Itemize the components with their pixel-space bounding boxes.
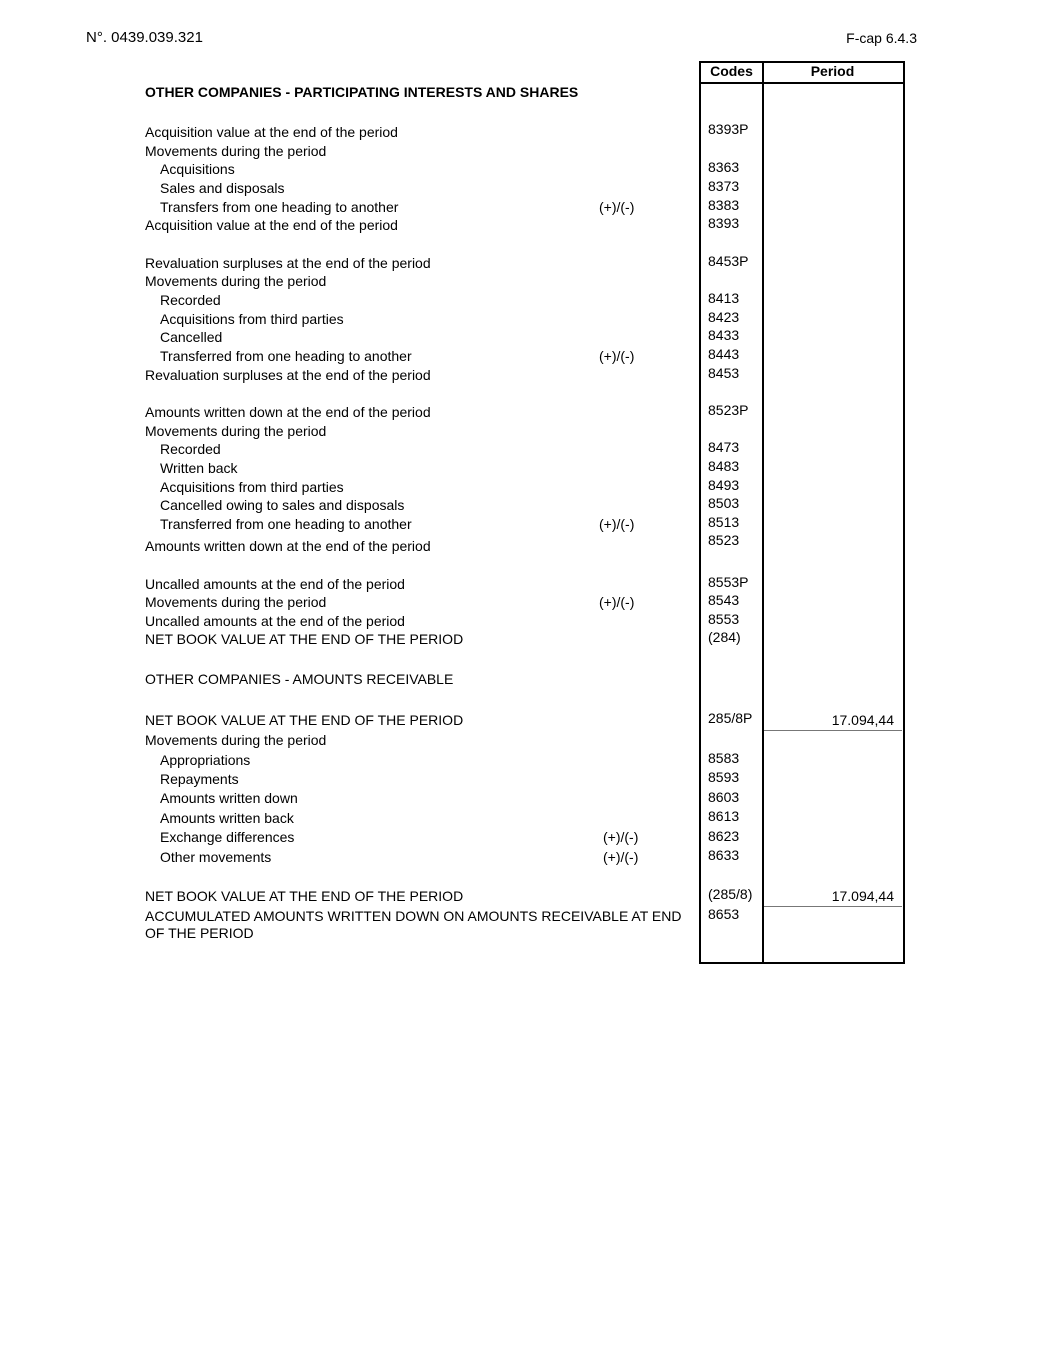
section-title-amounts-receivable: OTHER COMPANIES - AMOUNTS RECEIVABLE bbox=[145, 671, 454, 687]
row-code: 8453 bbox=[708, 365, 740, 381]
row-label: Amounts written down at the end of the period bbox=[145, 538, 431, 554]
row-label: Transfers from one heading to another bbox=[160, 199, 399, 215]
row-label: Recorded bbox=[160, 292, 221, 308]
column-divider bbox=[762, 61, 764, 962]
row-label: Exchange differences bbox=[160, 829, 295, 845]
row-label: Acquisitions from third parties bbox=[160, 479, 344, 495]
row-code: 285/8P bbox=[708, 710, 753, 726]
row-code: 8373 bbox=[708, 178, 740, 194]
row-code: 8383 bbox=[708, 197, 740, 213]
row-code: 8513 bbox=[708, 514, 740, 530]
row-label: Sales and disposals bbox=[160, 180, 285, 196]
row-label: Movements during the period bbox=[145, 273, 327, 289]
row-label: Transferred from one heading to another bbox=[160, 516, 412, 532]
row-label: Revaluation surpluses at the end of the period bbox=[145, 255, 431, 271]
row-code: 8593 bbox=[708, 769, 740, 785]
row-label: Acquisition value at the end of the period bbox=[145, 124, 398, 140]
row-sign: (+)/(-) bbox=[599, 516, 635, 532]
row-label: Acquisition value at the end of the period bbox=[145, 217, 398, 233]
row-code: 8653 bbox=[708, 906, 740, 922]
row-code: (284) bbox=[708, 629, 741, 645]
value-underline bbox=[764, 906, 902, 907]
row-label: Written back bbox=[160, 460, 238, 476]
row-label: Movements during the period bbox=[145, 423, 327, 439]
row-label: Other movements bbox=[160, 849, 272, 865]
row-code: 8413 bbox=[708, 290, 740, 306]
row-sign: (+)/(-) bbox=[599, 348, 635, 364]
row-code: 8543 bbox=[708, 592, 740, 608]
row-label: Acquisitions from third parties bbox=[160, 311, 344, 327]
row-label: Amounts written back bbox=[160, 810, 294, 826]
row-code: 8453P bbox=[708, 253, 749, 269]
row-code: 8613 bbox=[708, 808, 740, 824]
row-code: 8633 bbox=[708, 847, 740, 863]
row-code: 8493 bbox=[708, 477, 740, 493]
row-code: 8423 bbox=[708, 309, 740, 325]
row-label: Cancelled owing to sales and disposals bbox=[160, 497, 405, 513]
row-code: 8623 bbox=[708, 828, 740, 844]
row-code: (285/8) bbox=[708, 886, 753, 902]
row-label: Repayments bbox=[160, 771, 239, 787]
row-code: 8503 bbox=[708, 495, 740, 511]
row-code: 8483 bbox=[708, 458, 740, 474]
column-header-period: Period bbox=[810, 63, 855, 79]
row-code: 8433 bbox=[708, 327, 740, 343]
row-code: 8363 bbox=[708, 159, 740, 175]
row-code: 8393 bbox=[708, 215, 740, 231]
row-label: Uncalled amounts at the end of the period bbox=[145, 576, 405, 592]
form-reference: F-cap 6.4.3 bbox=[846, 30, 917, 46]
row-label: Transferred from one heading to another bbox=[160, 348, 412, 364]
company-number: N°. 0439.039.321 bbox=[86, 29, 203, 46]
row-value: 17.094,44 bbox=[831, 712, 894, 728]
row-label: NET BOOK VALUE AT THE END OF THE PERIOD bbox=[145, 888, 464, 904]
value-underline bbox=[764, 730, 902, 731]
header-divider bbox=[699, 82, 903, 84]
row-sign: (+)/(-) bbox=[599, 199, 635, 215]
row-sign: (+)/(-) bbox=[603, 849, 639, 865]
row-label: Revaluation surpluses at the end of the period bbox=[145, 367, 431, 383]
row-label: Amounts written down at the end of the period bbox=[145, 404, 431, 420]
section-title-participating-interests: OTHER COMPANIES - PARTICIPATING INTERESTS AND SHARES bbox=[145, 84, 579, 100]
row-code: 8523 bbox=[708, 532, 740, 548]
column-header-codes: Codes bbox=[710, 63, 753, 79]
row-label: Appropriations bbox=[160, 752, 251, 768]
row-label: Uncalled amounts at the end of the period bbox=[145, 613, 405, 629]
row-code: 8473 bbox=[708, 439, 740, 455]
row-code: 8523P bbox=[708, 402, 749, 418]
row-label: Amounts written down bbox=[160, 790, 298, 806]
row-code: 8393P bbox=[708, 121, 749, 137]
row-label: Movements during the period bbox=[145, 732, 327, 748]
row-label: Acquisitions bbox=[160, 161, 235, 177]
row-sign: (+)/(-) bbox=[603, 829, 639, 845]
row-code: 8553P bbox=[708, 574, 749, 590]
row-label: Recorded bbox=[160, 441, 221, 457]
row-code: 8443 bbox=[708, 346, 740, 362]
row-label: Cancelled bbox=[160, 329, 223, 345]
row-label: Movements during the period bbox=[145, 143, 327, 159]
row-sign: (+)/(-) bbox=[599, 594, 635, 610]
row-label: Movements during the period bbox=[145, 594, 327, 610]
row-value: 17.094,44 bbox=[831, 888, 894, 904]
row-code: 8583 bbox=[708, 750, 740, 766]
row-label: ACCUMULATED AMOUNTS WRITTEN DOWN ON AMOUNTS RECEIVABLE AT END OF THE PERIOD bbox=[145, 908, 682, 941]
row-label: NET BOOK VALUE AT THE END OF THE PERIOD bbox=[145, 712, 464, 728]
row-code: 8603 bbox=[708, 789, 740, 805]
row-label: NET BOOK VALUE AT THE END OF THE PERIOD bbox=[145, 631, 464, 647]
row-code: 8553 bbox=[708, 611, 740, 627]
